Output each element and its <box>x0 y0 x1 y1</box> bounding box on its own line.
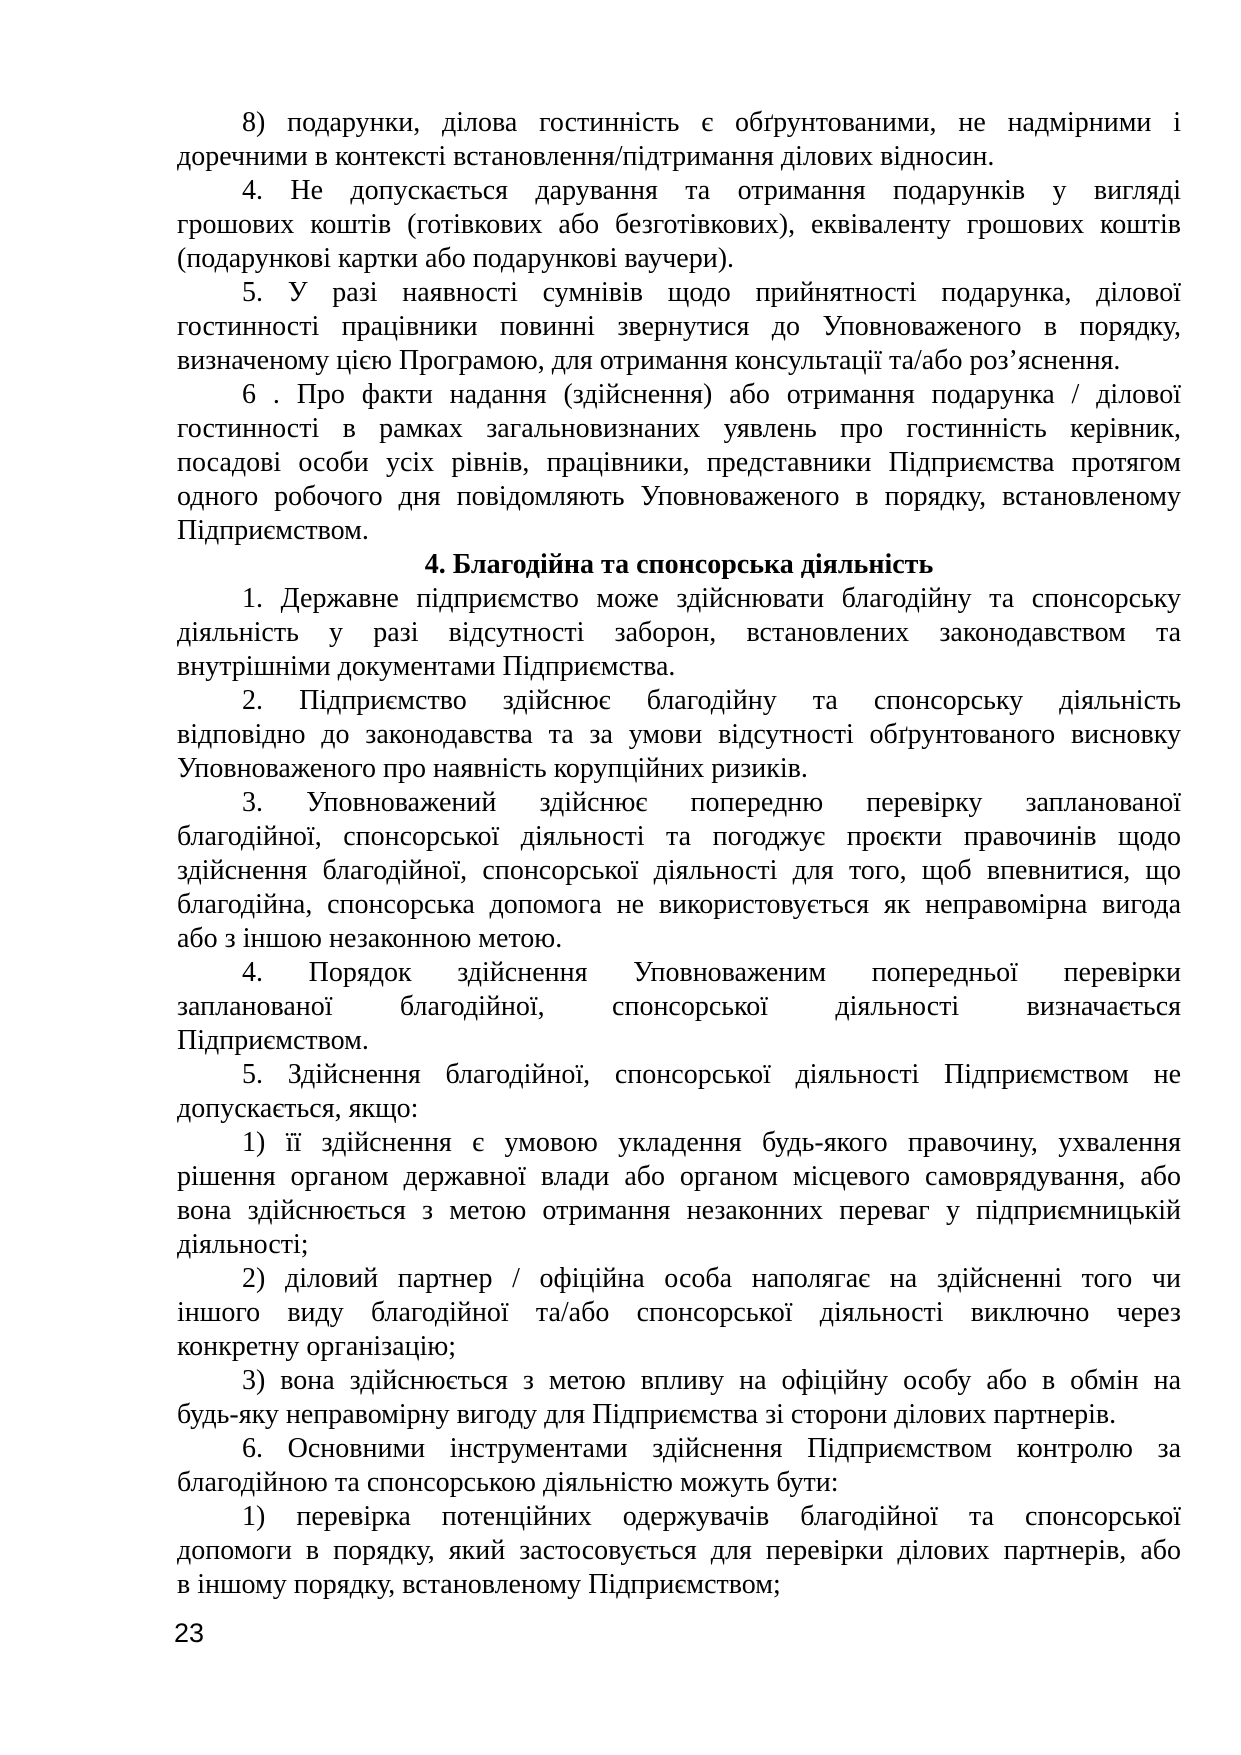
text-line: допомоги в порядку, який застосовується для перевірки ділових партнерів, або <box>177 1535 1181 1566</box>
text-line: конкретну організацію; <box>177 1331 457 1362</box>
text-line: гостинності в рамках загальновизнаних уявлень про гостинність керівник, <box>177 413 1181 444</box>
text-line: 1) її здійснення є умовою укладення будь-якого правочину, ухвалення <box>242 1127 1181 1158</box>
text-line: посадові особи усіх рівнів, працівники, представники Підприємства протягом <box>177 447 1181 478</box>
text-line: 1) перевірка потенційних одержувачів благодійної та спонсорської <box>242 1501 1181 1532</box>
text-line: 5. Здійснення благодійної, спонсорської діяльності Підприємством не <box>242 1059 1181 1090</box>
text-line: визначеному цією Програмою, для отримання консультації та/або роз’яснення. <box>177 345 1121 376</box>
text-line: вона здійснюється з метою отримання незаконних переваг у підприємницькій <box>177 1195 1181 1226</box>
text-line: 6. Основними інструментами здійснення Підприємством контролю за <box>242 1433 1181 1464</box>
text-line: Підприємством. <box>177 1025 369 1056</box>
text-line: іншого виду благодійної та/або спонсорської діяльності виключно через <box>177 1297 1181 1328</box>
text-line: доречними в контексті встановлення/підтримання ділових відносин. <box>177 141 995 172</box>
text-line: 8) подарунки, ділова гостинність є обґрунтованими, не надмірними і <box>242 107 1181 138</box>
text-line: 4. Не допускається дарування та отримання подарунків у вигляді <box>242 175 1181 206</box>
section-heading: 4. Благодійна та спонсорська діяльність <box>424 549 934 580</box>
text-line: діяльності; <box>177 1229 309 1260</box>
text-line: (подарункові картки або подарункові ваучери). <box>177 243 735 274</box>
text-line: одного робочого дня повідомляють Уповноваженого в порядку, встановленому <box>177 481 1181 512</box>
text-line: 2) діловий партнер / офіційна особа наполягає на здійсненні того чи <box>242 1263 1181 1294</box>
text-line: 6 . Про факти надання (здійснення) або отримання подарунка / ділової <box>242 379 1181 410</box>
text-line: благодійної, спонсорської діяльності та погоджує проєкти правочинів щодо <box>177 821 1181 852</box>
text-line: будь-яку неправомірну вигоду для Підприємства зі сторони ділових партнерів. <box>177 1399 1117 1430</box>
text-line: благодійною та спонсорською діяльністю можуть бути: <box>177 1467 839 1498</box>
text-line: благодійна, спонсорська допомога не використовується як неправомірна вигода <box>177 889 1181 920</box>
text-line: 4. Порядок здійснення Уповноваженим попередньої перевірки <box>242 957 1181 988</box>
text-line: Підприємством. <box>177 515 369 546</box>
page-number: 23 <box>174 1618 205 1648</box>
text-line: 1. Державне підприємство може здійснювати благодійну та спонсорську <box>242 583 1181 614</box>
text-line: 5. У разі наявності сумнівів щодо прийнятності подарунка, ділової <box>242 277 1181 308</box>
text-line: або з іншою незаконною метою. <box>177 923 563 954</box>
text-line: діяльність у разі відсутності заборон, встановлених законодавством та <box>177 617 1181 648</box>
text-line: 3) вона здійснюється з метою впливу на офіційну особу або в обмін на <box>242 1365 1181 1396</box>
text-line: допускається, якщо: <box>177 1093 419 1124</box>
text-line: гостинності працівники повинні звернутися до Уповноваженого в порядку, <box>177 311 1181 342</box>
text-line: 3. Уповноважений здійснює попередню перевірку запланованої <box>242 787 1181 818</box>
text-line: Уповноваженого про наявність корупційних ризиків. <box>177 753 808 784</box>
text-line: 2. Підприємство здійснює благодійну та спонсорську діяльність <box>242 685 1181 716</box>
text-line: внутрішніми документами Підприємства. <box>177 651 676 682</box>
text-line: грошових коштів (готівкових або безготівкових), еквіваленту грошових коштів <box>177 209 1181 240</box>
text-line: відповідно до законодавства та за умови відсутності обґрунтованого висновку <box>177 719 1181 750</box>
text-line: запланованої благодійної, спонсорської діяльності визначається <box>177 991 1181 1022</box>
document-body <box>177 106 1181 1602</box>
text-line: в іншому порядку, встановленому Підприємством; <box>177 1569 781 1600</box>
text-line: здійснення благодійної, спонсорської діяльності для того, щоб впевнитися, що <box>177 855 1181 886</box>
text-line: рішення органом державної влади або органом місцевого самоврядування, або <box>177 1161 1181 1192</box>
